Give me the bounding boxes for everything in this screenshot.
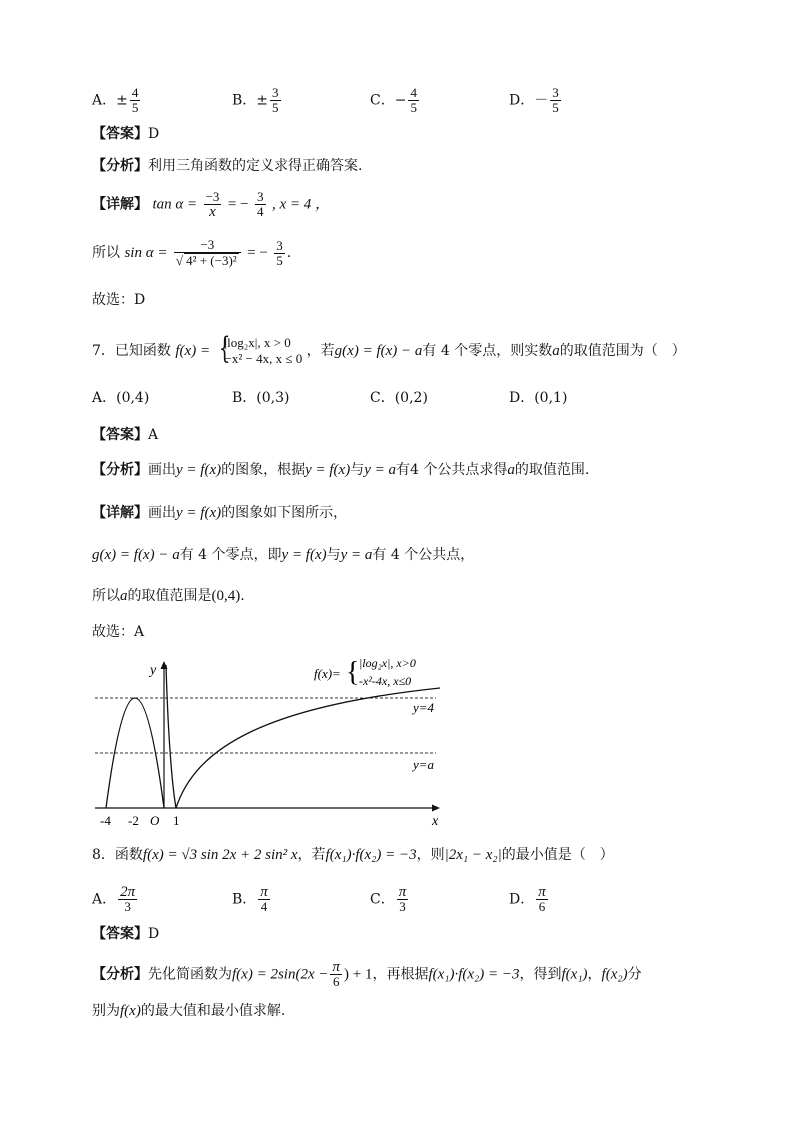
q6-option-d: D．－ $\frac{3}{5}$ — [509, 85, 559, 115]
graph-y4-label: y=4 — [413, 700, 435, 715]
q8-option-a: A． $\frac{2\pi}{3}$ — [92, 884, 136, 914]
q6-sin-line: 所以 sin α = $\frac{-3}{\text{√ 4² + (−3)²}}$ = − $\frac{3}{5}$ . — [92, 237, 292, 268]
graph-brace: { — [346, 657, 360, 688]
log-curve-right — [176, 688, 440, 808]
tick-1: 1 — [173, 813, 180, 828]
q7-piecewise: { |log₂x|, x > 0 −x² − 4x, x ≤ 0 — [215, 335, 303, 367]
graph-fx-label: f(x)= — [314, 666, 341, 681]
x-axis-arrow — [432, 805, 440, 812]
q8-option-c: C． $\frac{\pi}{3}$ — [370, 884, 407, 914]
q7-option-a: A．(0,4) — [92, 390, 150, 406]
graph-case1: |log₂x|, x>0 — [359, 656, 416, 670]
q6-detail: 【详解】 tan α = $\frac{-3}{x}$ = − $\frac{3}{4}$ , x = 4 ， — [92, 189, 330, 220]
q7-detail: 【详解】画出y = f(x)的图象如下图所示， — [92, 505, 348, 521]
q8-option-b: B． $\frac{\pi}{4}$ — [232, 884, 268, 914]
q7-stem: 7．已知函数 f(x) = { |log₂x|, x > 0 −x² − 4x, x ≤ 0 ，若g(x) = f(x) − a有 4 个零点，则实数a的取值范围为（ ） — [92, 335, 686, 367]
q7-detail-line3: 所以a的取值范围是(0,4). — [92, 588, 245, 604]
log-curve-left — [166, 665, 176, 808]
q6-option-b: B．± $\frac{3}{5}$ — [232, 85, 279, 115]
q8-analysis-line2: 别为f(x)的最大值和最小值求解. — [92, 1003, 286, 1019]
graph-case2: -x²-4x, x≤0 — [359, 674, 412, 688]
q7-analysis: 【分析】画出y = f(x)的图象，根据y = f(x)与y = a有4 个公共点求得a的取值范围. — [92, 462, 590, 478]
q7-option-b: B．(0,3) — [232, 390, 290, 406]
q8-option-d: D． $\frac{\pi}{6}$ — [509, 884, 546, 914]
y-axis-label: y — [150, 663, 157, 678]
origin-label: O — [150, 813, 160, 828]
q6-analysis: 【分析】利用三角函数的定义求得正确答案. — [92, 158, 363, 174]
q7-choice: 故选：A — [92, 624, 145, 640]
q6-answer: 【答案】D — [92, 126, 160, 142]
q6-choice: 故选：D — [92, 292, 146, 308]
q8-answer: 【答案】D — [92, 926, 160, 942]
q7-answer: 【答案】A — [92, 427, 159, 443]
q8-analysis: 【分析】先化简函数为f(x) = 2sin(2x − $\frac{\pi}{6}$ ) + 1，再根据f(x₁)·f(x₂) = −3，得到f(x₁)，f(x₂)分 — [92, 959, 642, 989]
q7-option-c: C．(0,2) — [370, 390, 428, 406]
q7-option-d: D．(0,1) — [509, 390, 568, 406]
q6-option-a: A．± $\frac{4}{5}$ — [92, 85, 139, 115]
q6-option-c: C．− $\frac{4}{5}$ — [370, 85, 417, 115]
function-graph — [90, 655, 450, 830]
graph-ya-label: y=a — [413, 757, 435, 772]
tick-minus-2: -2 — [128, 813, 139, 828]
q7-detail-line2: g(x) = f(x) − a有 4 个零点，即y = f(x)与y = a有 4 个公共点， — [92, 547, 475, 563]
q8-stem: 8．函数f(x) = √3 sin 2x + 2 sin² x，若f(x₁)·f(x₂) = −3，则|2x₁ − x₂|的最小值是（ ） — [92, 847, 614, 863]
tick-minus-4: -4 — [100, 813, 111, 828]
x-axis-label: x — [432, 814, 439, 829]
